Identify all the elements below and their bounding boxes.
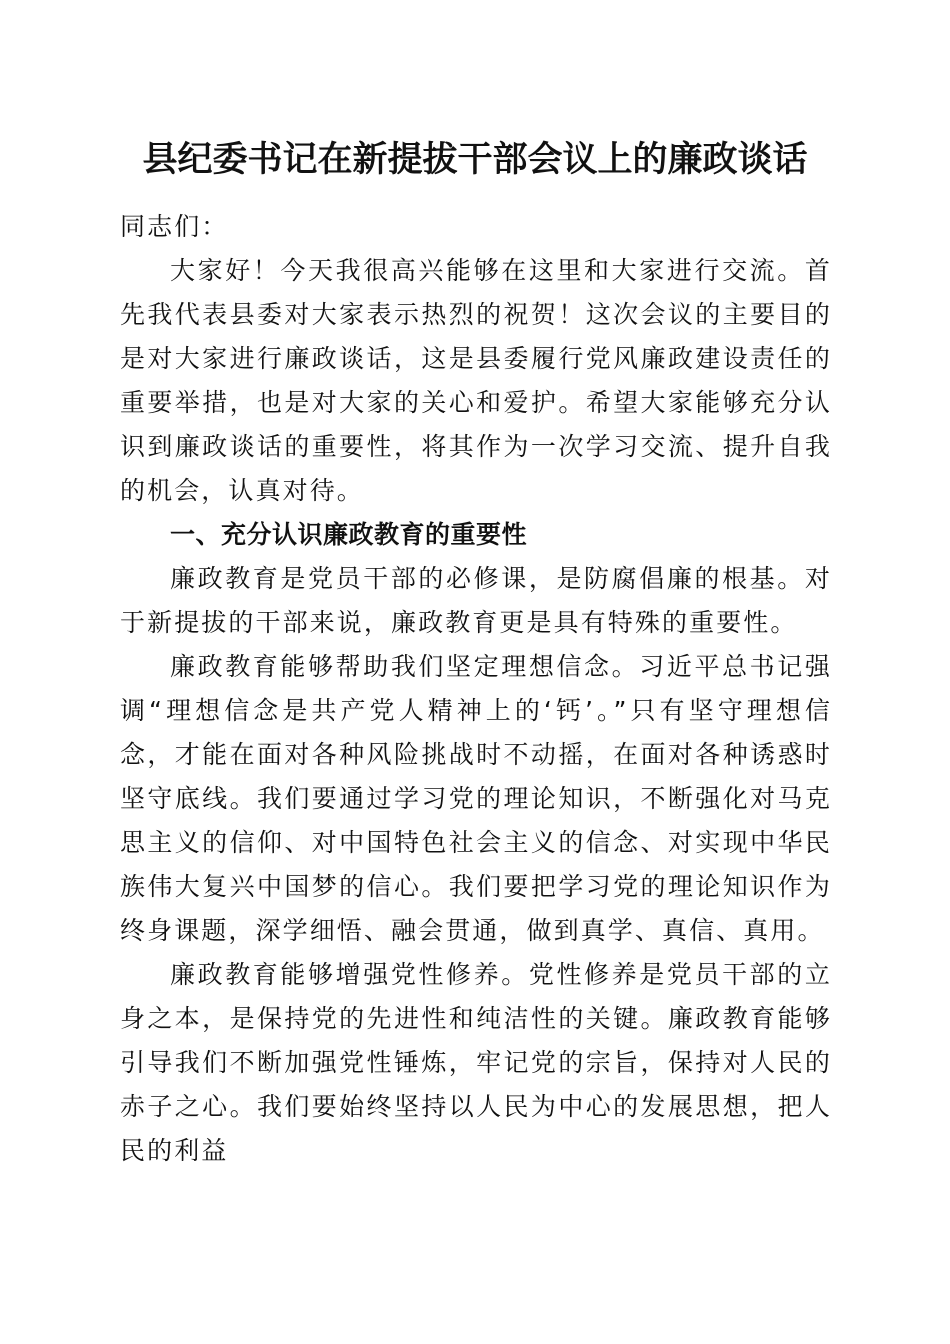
document-title: 县纪委书记在新提拔干部会议上的廉政谈话	[142, 139, 808, 180]
section-heading: 一、充分认识廉政教育的重要性	[170, 520, 528, 549]
paragraph: 廉政教育能够增强党性修养。党性修养是党员干部的立身之本，是保持党的先进性和纯洁性的关键。廉政教育能够引导我们不断加强党性锤炼，牢记党的宗旨，保持对人民的赤子之心。我们要始终坚持以人民为中心的发展思想，把人民的利益	[120, 960, 832, 1165]
paragraph: 廉政教育能够帮助我们坚定理想信念。习近平总书记强调“理想信念是共产党人精神上的‘钙’。”只有坚守理想信念，才能在面对各种风险挑战时不动摇，在面对各种诱惑时坚守底线。我们要通过学习党的理论知识，不断强化对马克思主义的信仰、对中国特色社会主义的信念、对实现中华民族伟大复兴中国梦的信心。我们要把学习党的理论知识作为终身课题，深学细悟、融会贯通，做到真学、真信、真用。	[120, 652, 832, 945]
document-body	[120, 205, 832, 1173]
salutation: 同志们：	[120, 212, 229, 241]
paragraph: 廉政教育是党员干部的必修课，是防腐倡廉的根基。对于新提拔的干部来说，廉政教育更是具有特殊的重要性。	[120, 564, 832, 637]
paragraph: 大家好！今天我很高兴能够在这里和大家进行交流。首先我代表县委对大家表示热烈的祝贺！这次会议的主要目的是对大家进行廉政谈话，这是县委履行党风廉政建设责任的重要举措，也是对大家的关心和爱护。希望大家能够充分认识到廉政谈话的重要性，将其作为一次学习交流、提升自我的机会，认真对待。	[120, 256, 832, 505]
